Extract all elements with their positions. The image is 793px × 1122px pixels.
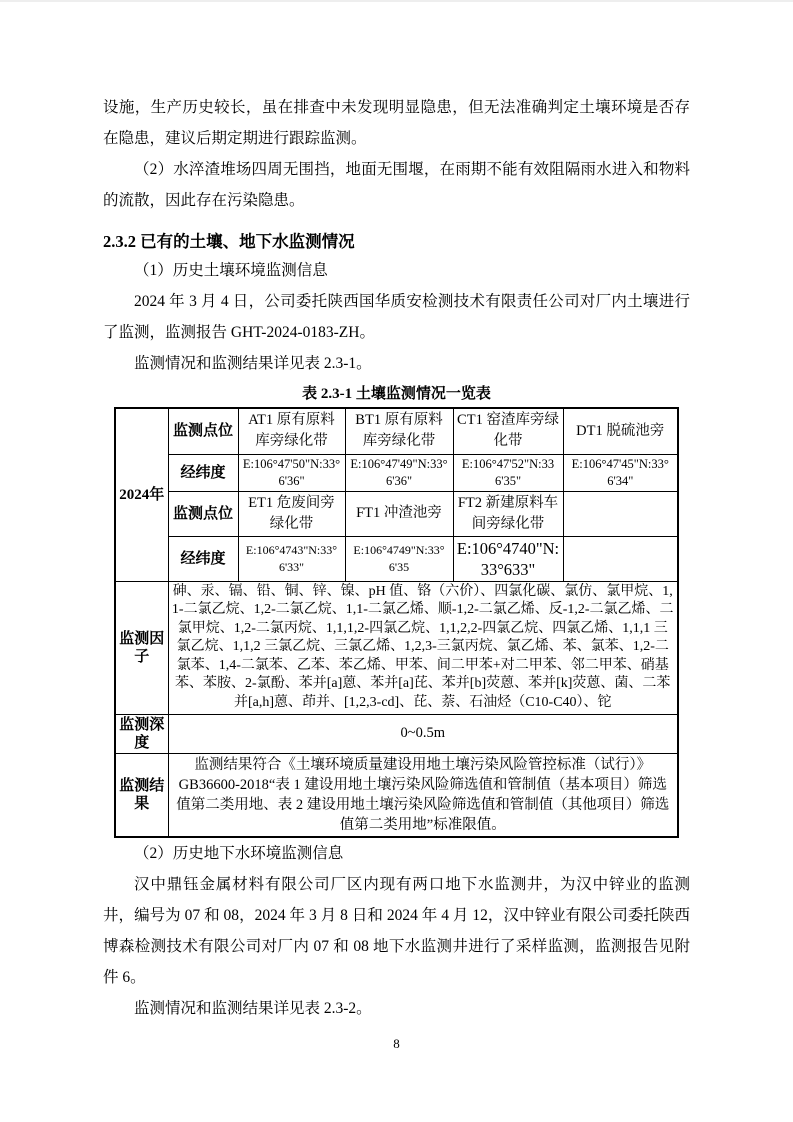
paragraph-continuation: 设施，生产历史较长，虽在排查中未发现明显隐患，但无法准确判定土壤环境是否存在隐患，建议后期定期进行跟踪监测。 xyxy=(103,99,690,147)
cell-coord-at1: E:106°47'50"N:33°6'36" xyxy=(238,454,345,491)
cell-year: 2024年 xyxy=(115,408,168,581)
cell-point-bt1: BT1 原有原料库旁绿化带 xyxy=(345,408,453,454)
cell-label-factors: 监测因子 xyxy=(115,581,168,714)
cell-monitoring-depth: 0~0.5m xyxy=(168,714,678,753)
subheading-historic-groundwater: （2）历史地下水环境监测信息 xyxy=(134,844,344,862)
cell-point-ct1: CT1 窑渣库旁绿化带 xyxy=(453,408,563,454)
cell-coord-ct1: E:106°47'52"N:336'35" xyxy=(453,454,563,491)
paragraph-soil-monitoring: 2024 年 3 月 4 日，公司委托陕西国华质安检测技术有限责任公司对厂内土壤进行了监测，监测报告 GHT-2024-0183-ZH。 xyxy=(103,293,690,341)
cell-coord-empty xyxy=(563,536,678,581)
table-title: 表 2.3-1 土壤监测情况一览表 xyxy=(302,386,491,402)
paragraph-see-table-1: 监测情况和监测结果详见表 2.3-1。 xyxy=(134,355,372,372)
cell-label-coord-1: 经纬度 xyxy=(168,454,238,491)
paragraph-see-table-2: 监测情况和监测结果详见表 2.3-2。 xyxy=(134,999,372,1017)
table-row xyxy=(115,536,678,581)
table-row xyxy=(115,408,678,454)
soil-monitoring-table xyxy=(114,407,679,838)
table-row xyxy=(115,454,678,491)
cell-point-ft1: FT1 冲渣池旁 xyxy=(345,491,453,536)
cell-coord-ft2: E:106°4740"N:33°633" xyxy=(453,536,563,581)
table-row xyxy=(115,491,678,536)
cell-point-at1: AT1 原有原料库旁绿化带 xyxy=(238,408,345,454)
subheading-historic-soil: （1）历史土壤环境监测信息 xyxy=(134,262,328,279)
cell-point-ft2: FT2 新建原料车间旁绿化带 xyxy=(453,491,563,536)
cell-label-point-2: 监测点位 xyxy=(168,491,238,536)
cell-label-result: 监测结果 xyxy=(115,753,168,837)
cell-label-coord-2: 经纬度 xyxy=(168,536,238,581)
cell-coord-ft1: E:106°4749"N:33°6'35 xyxy=(345,536,453,581)
cell-coord-bt1: E:106°47'49"N:33°6'36" xyxy=(345,454,453,491)
cell-point-et1: ET1 危废间旁绿化带 xyxy=(238,491,345,536)
cell-label-depth: 监测深度 xyxy=(115,714,168,753)
cell-monitoring-result: 监测结果符合《土壤环境质量建设用地土壤污染风险管控标准（试行）》GB36600-2018“表 1 建设用地土壤污染风险筛选值和管制值（基本项目）筛选值第二类用地、表 2 建设用地土壤污染风险筛选值和管制值（其他项目）筛选值第二类用地”标准限值。 xyxy=(168,753,678,837)
paragraph-groundwater: 汉中鼎钰金属材料有限公司厂区内现有两口地下水监测井，为汉中锌业的监测井，编号为 07 和 08，2024 年 3 月 8 日和 2024 年 4 月 12，汉中锌业有限公司委托陕西博森检测技术有限公司对厂内 07 和 08 地下水监测井进行了采样监测，监测报告见附件 6。 xyxy=(103,875,690,986)
table-row xyxy=(115,714,678,753)
table-row xyxy=(115,753,678,837)
document-body xyxy=(103,0,690,1024)
cell-monitoring-factors: 砷、汞、镉、铅、铜、锌、镍、pH 值、铬（六价）、四氯化碳、氯仿、氯甲烷、1,1-二氯乙烷、1,2-二氯乙烷、1,1-二氯乙烯、顺-1,2-二氯乙烯、反-1,2-二氯乙烯、二氯甲烷、1,2-二氯丙烷、1,1,1,2-四氯乙烷、1,1,2,2-四氯乙烷、四氯乙烯、1,1,1 三氯乙烷、1,1,2 三氯乙烷、三氯乙烯、1,2,3-三氯丙烷、氯乙烯、苯、氯苯、1,2-二氯苯、1,4-二氯苯、乙苯、苯乙烯、甲苯、间二甲苯+对二甲苯、邻二甲苯、硝基苯、苯胺、2-氯酚、苯并[a]蒽、苯并[a]芘、苯并[b]荧蒽、苯并[k]荧蒽、菌、二苯并[a,h]蒽、茚并、[1,2,3-cd]、芘、萘、石油烃（C10-C40）、铊 xyxy=(168,581,678,714)
cell-label-point-1: 监测点位 xyxy=(168,408,238,454)
cell-point-empty xyxy=(563,491,678,536)
cell-point-dt1: DT1 脱硫池旁 xyxy=(563,408,678,454)
page-number: 8 xyxy=(393,1036,400,1051)
cell-coord-et1: E:106°4743"N:33°6'33" xyxy=(238,536,345,581)
paragraph-item2: （2）水淬渣堆场四周无围挡，地面无围堰，在雨期不能有效阻隔雨水进入和物料的流散，因此存在污染隐患。 xyxy=(103,161,690,209)
cell-coord-dt1: E:106°47'45"N:33°6'34" xyxy=(563,454,678,491)
table-row xyxy=(115,581,678,714)
section-heading-2-3-2: 2.3.2 已有的土壤、地下水监测情况 xyxy=(103,232,355,251)
